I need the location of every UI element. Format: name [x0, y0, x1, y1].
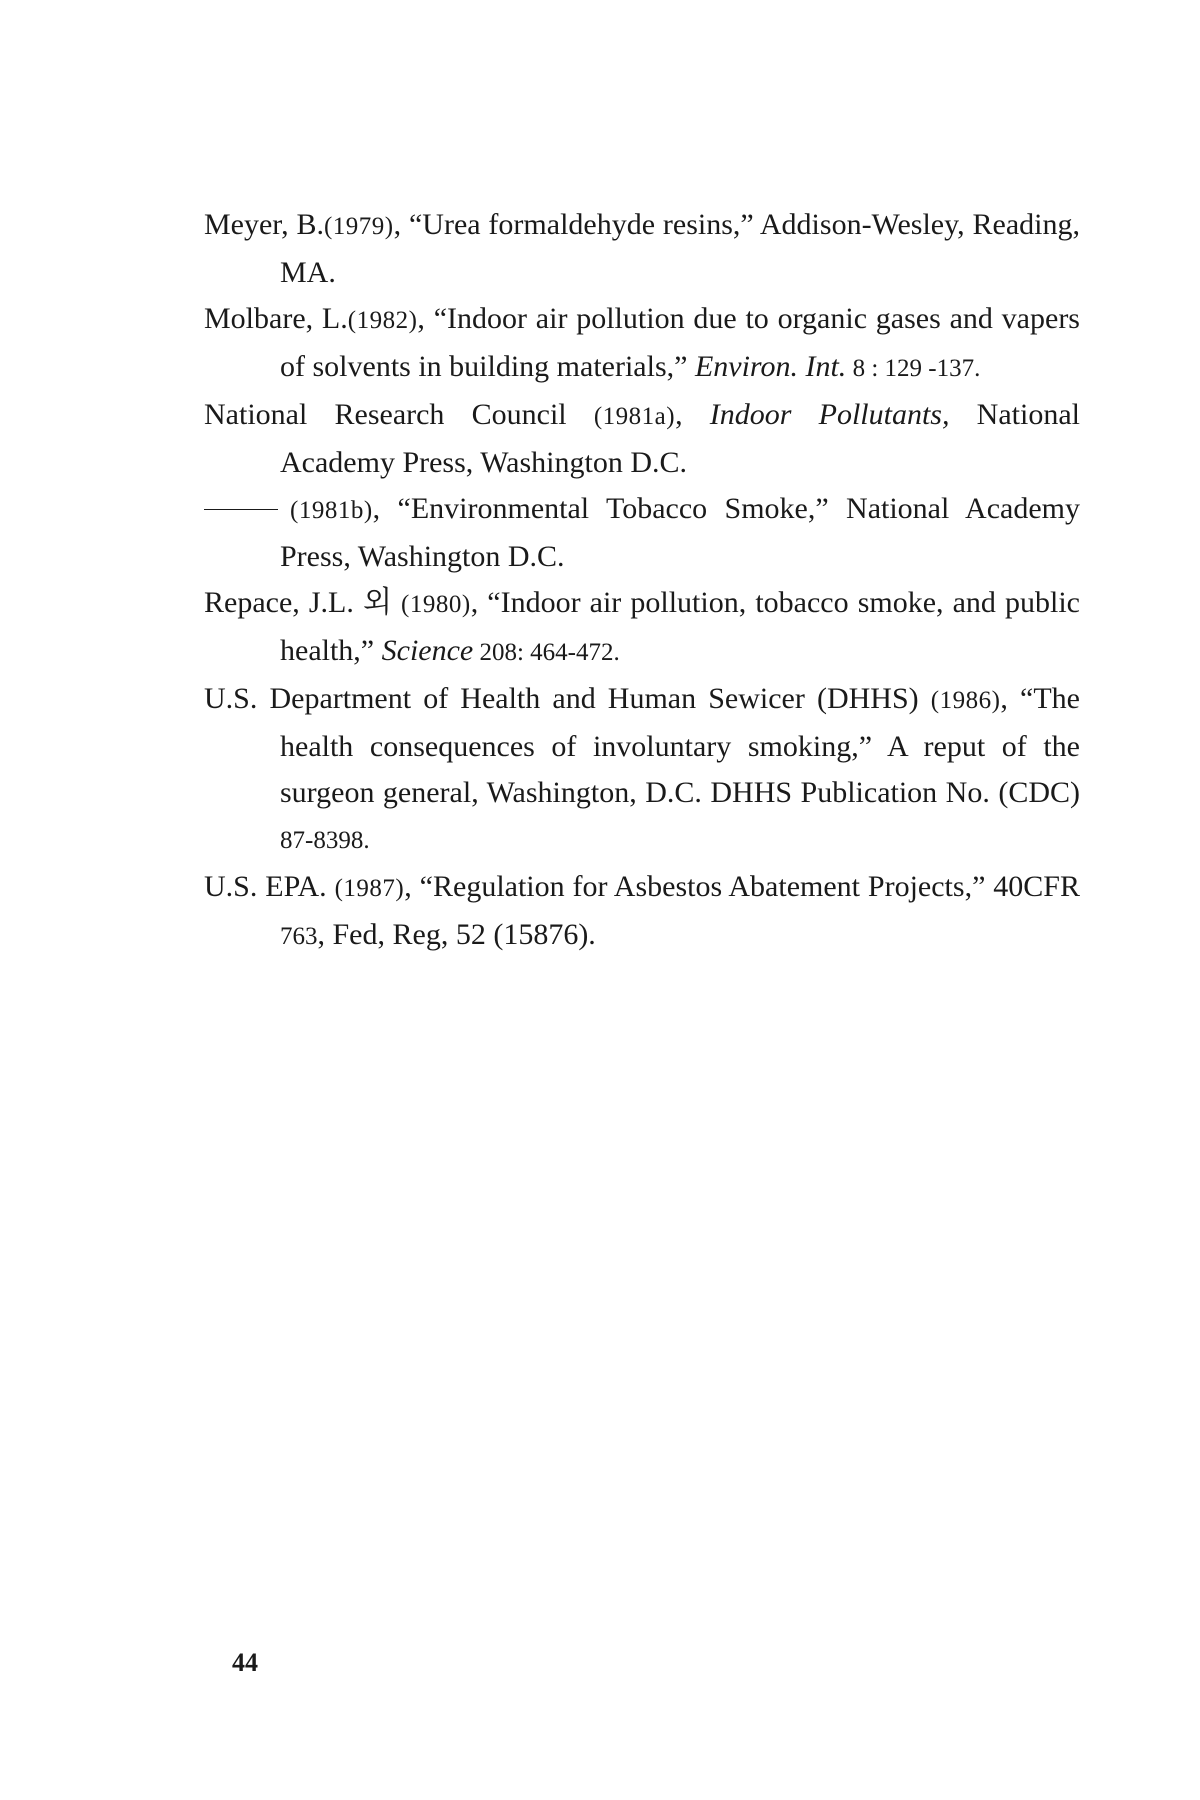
reference-year: (1980): [401, 591, 471, 618]
reference-title: , “Regulation for Asbestos Abatement Projects,” 40CFR: [404, 870, 1080, 903]
reference-author: U.S. Department of Health and Human Sewicer (DHHS): [204, 682, 931, 715]
reference-journal: Science: [381, 634, 474, 667]
reference-pages: 208: 464-472.: [473, 639, 620, 666]
reference-pages: 87-8398.: [280, 827, 370, 854]
ditto-dash: [204, 509, 278, 510]
reference-year: (1981b): [290, 497, 373, 524]
reference-pages: 8 : 129 -137.: [846, 355, 981, 382]
reference-year: (1987): [334, 875, 405, 902]
reference-title: National Academy Press, Washington D.C.: [280, 398, 1080, 479]
reference-year: (1981a): [593, 403, 676, 430]
reference-tail: , Fed, Reg, 52 (15876).: [317, 918, 596, 951]
reference-nrc-1981a: [204, 392, 1080, 486]
reference-pages: 763: [280, 923, 318, 950]
reference-list: [204, 202, 1080, 960]
reference-year: (1986): [930, 687, 1001, 714]
reference-separator: ,: [675, 398, 710, 431]
reference-epa-1987: [204, 864, 1080, 960]
reference-molbare-1982: [204, 296, 1080, 392]
reference-meyer-1979: [204, 202, 1080, 296]
reference-nrc-1981b: [204, 486, 1080, 580]
reference-journal: Environ. Int.: [694, 350, 847, 383]
reference-author: Molbare, L.: [204, 302, 348, 335]
page-number: 44: [232, 1648, 258, 1677]
reference-title: , “Indoor air pollution, tobacco smoke, and public health,”: [280, 586, 1080, 667]
reference-author: National Research Council: [204, 398, 594, 431]
reference-year: (1979): [323, 213, 394, 240]
reference-book-title: Indoor Pollutants,: [709, 398, 950, 431]
reference-author: Meyer, B.: [204, 208, 324, 241]
reference-dhhs-1986: [204, 676, 1080, 864]
reference-year: (1982): [347, 307, 418, 334]
reference-author: Repace, J.L. 외: [204, 586, 402, 619]
reference-title: , “Environmental Tobacco Smoke,” National Academy Press, Washington D.C.: [280, 492, 1080, 573]
reference-title: , “The health consequences of involuntary smoking,” A reput of the surgeon general, Washington, D.C. DHHS Publication No. (CDC): [280, 682, 1080, 809]
reference-title: , “Indoor air pollution due to organic gases and vapers of solvents in building materials,”: [280, 302, 1080, 383]
reference-author: U.S. EPA.: [204, 870, 335, 903]
reference-title: , “Urea formaldehyde resins,” Addison-Wesley, Reading, MA.: [280, 208, 1080, 289]
reference-repace-1980: [204, 580, 1080, 676]
